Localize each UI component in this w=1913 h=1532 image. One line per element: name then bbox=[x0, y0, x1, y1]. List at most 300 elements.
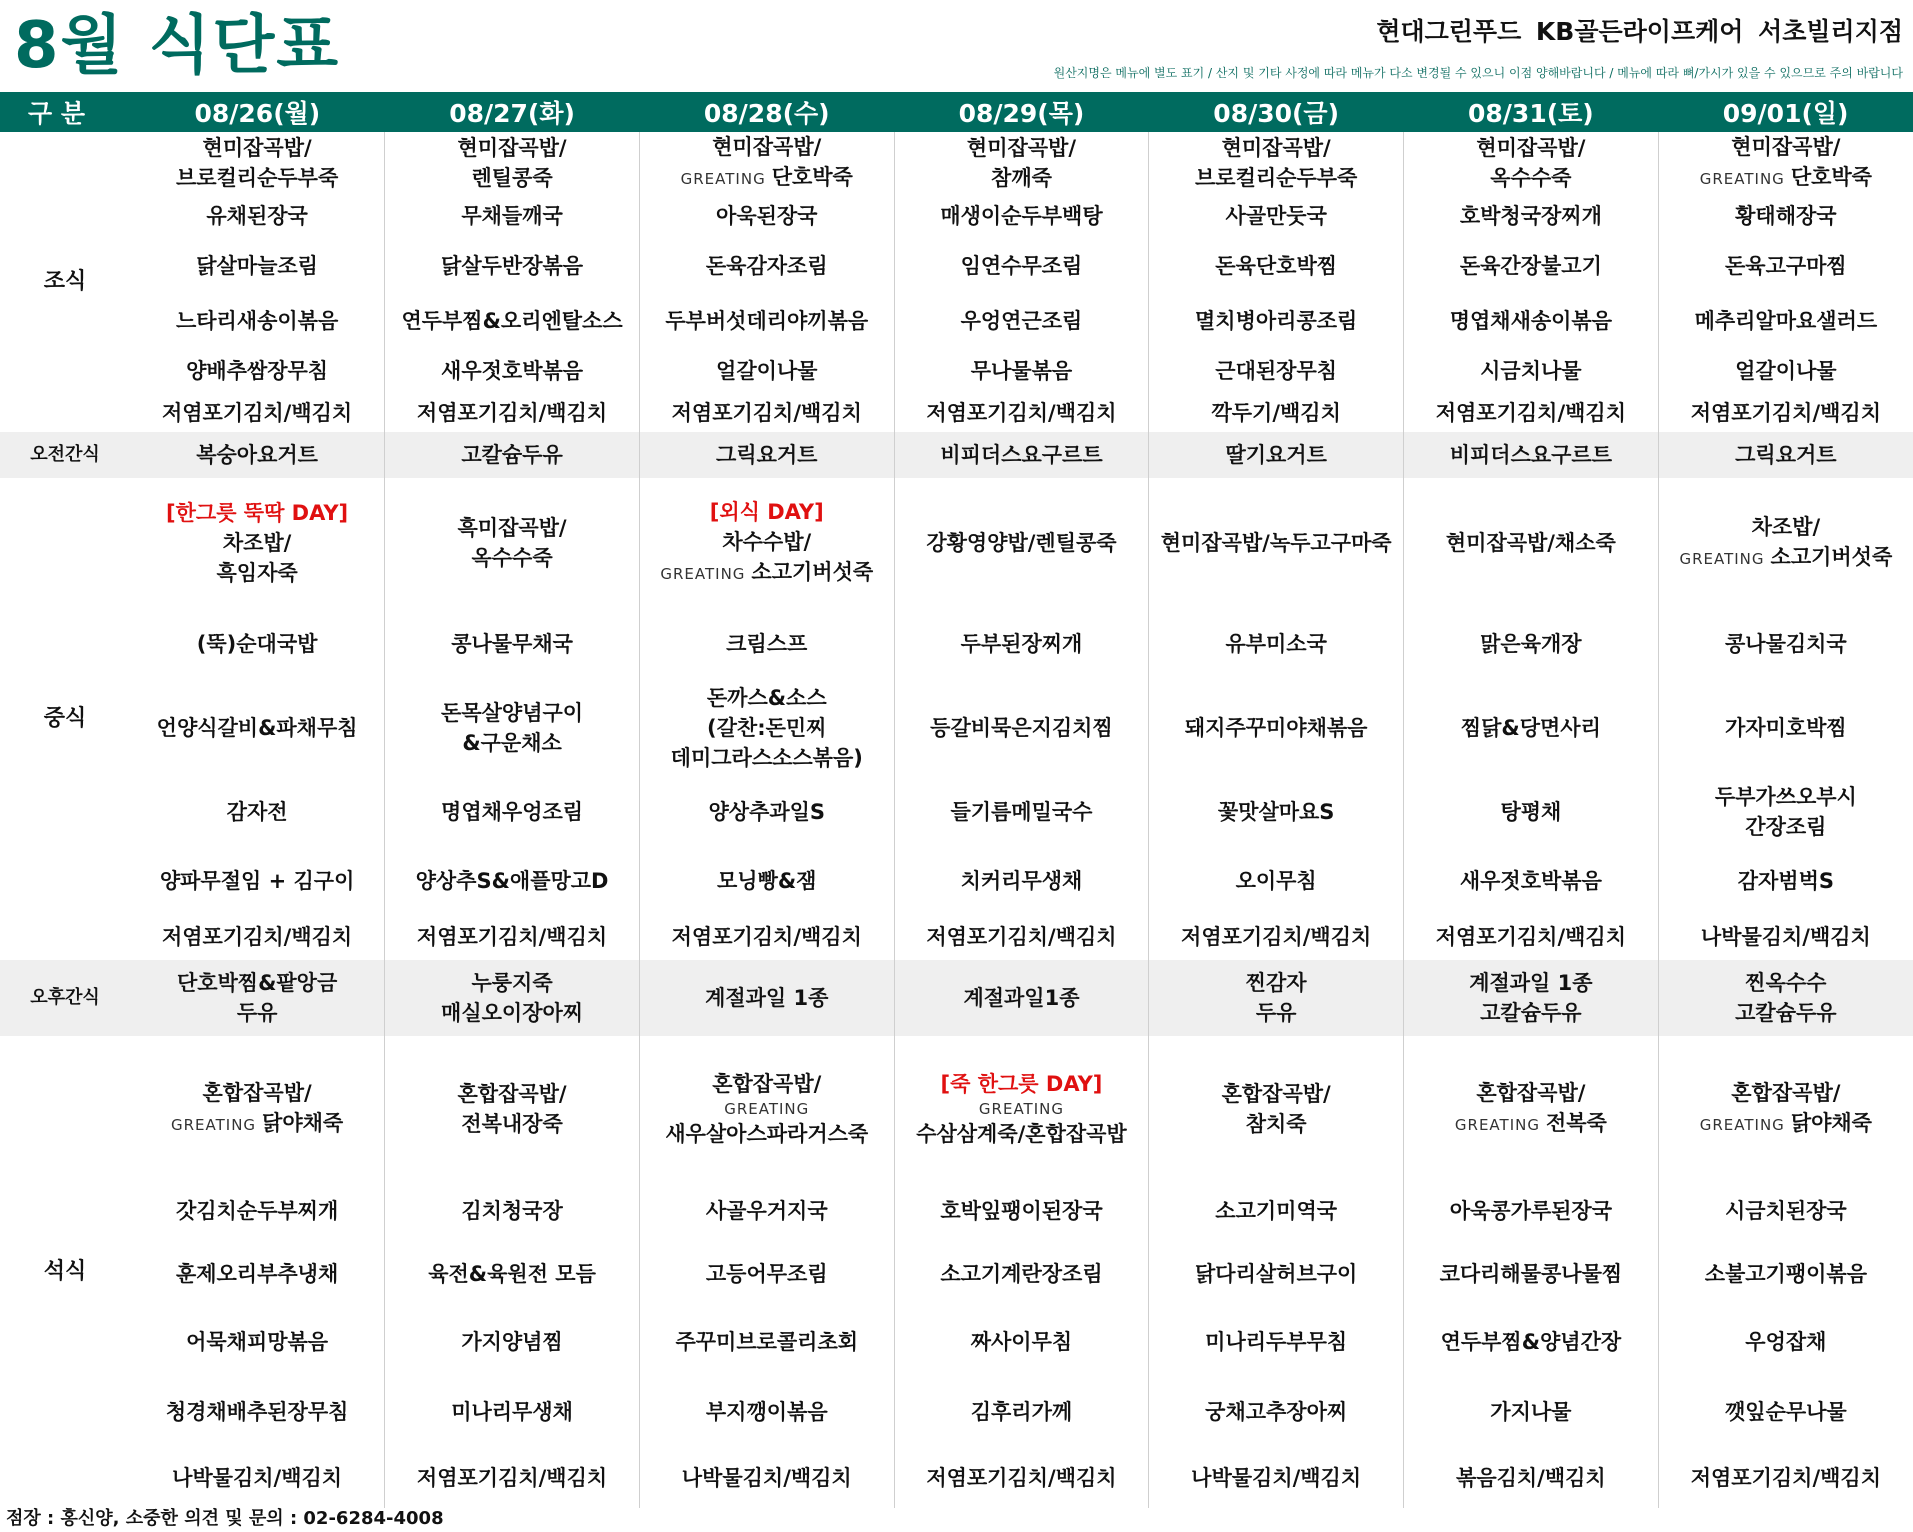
menu-cell bbox=[385, 1036, 640, 1182]
menu-item: 흑임자죽 bbox=[216, 561, 298, 585]
lunch-row bbox=[0, 478, 1913, 608]
company-name: 현대그린푸드 KB골든라이프케어 서초빌리지점 bbox=[1376, 17, 1903, 46]
menu-cell bbox=[1149, 1036, 1404, 1182]
menu-item: 옥수수죽 bbox=[471, 546, 553, 570]
menu-item: 고칼슘두유 bbox=[1735, 1001, 1837, 1025]
page-title: 8월 식단표 bbox=[14, 9, 341, 83]
menu-item: 저염포기김치/백김치 bbox=[926, 925, 1117, 949]
menu-cell bbox=[385, 432, 640, 478]
menu-cell bbox=[1149, 432, 1404, 478]
menu-item-text: 닭야채죽 bbox=[262, 1111, 344, 1135]
menu-item: 수삼삼계죽/혼합잡곡밥 bbox=[916, 1122, 1127, 1146]
menu-item: 두부가쓰오부시 bbox=[1714, 785, 1857, 809]
menu-item: 닭살마늘조림 bbox=[196, 254, 318, 278]
greating-logo: GREATING bbox=[1699, 1116, 1785, 1134]
menu-item: 나박물김치/백김치 bbox=[681, 1466, 852, 1490]
dinner-row bbox=[0, 1448, 1913, 1508]
menu-cell bbox=[894, 478, 1149, 608]
menu-cell bbox=[130, 1240, 385, 1308]
menu-cell bbox=[1149, 848, 1404, 914]
breakfast-row bbox=[0, 194, 1913, 238]
menu-item: 무나물볶음 bbox=[970, 359, 1073, 383]
menu-cell bbox=[1404, 1036, 1659, 1182]
menu-item: 혼합잡곡밥/ bbox=[1476, 1081, 1586, 1105]
menu-cell bbox=[385, 1308, 640, 1376]
menu-cell bbox=[130, 1182, 385, 1240]
menu-cell bbox=[385, 960, 640, 1036]
menu-cell bbox=[1149, 132, 1404, 194]
menu-cell bbox=[639, 776, 894, 848]
menu-item: 차조밥/ bbox=[222, 531, 292, 555]
menu-item: 혼합잡곡밥/ bbox=[1221, 1082, 1331, 1106]
menu-cell bbox=[1404, 1376, 1659, 1448]
am_snack-row bbox=[0, 432, 1913, 478]
menu-item: 현미잡곡밥/ bbox=[712, 135, 822, 159]
menu-cell bbox=[1404, 394, 1659, 432]
menu-cell bbox=[1404, 960, 1659, 1036]
menu-cell bbox=[639, 132, 894, 194]
menu-item: 멸치병아리콩조림 bbox=[1195, 309, 1358, 333]
menu-item: 찜닭&당면사리 bbox=[1460, 716, 1601, 740]
menu-item: 돈육간장불고기 bbox=[1459, 254, 1602, 278]
menu-cell bbox=[385, 1448, 640, 1508]
menu-item: 저염포기김치/백김치 bbox=[416, 401, 608, 425]
menu-cell bbox=[894, 1376, 1149, 1448]
menu-item bbox=[1661, 162, 1911, 194]
menu-item: 고칼슘두유 bbox=[461, 443, 563, 467]
greating-logo: GREATING bbox=[170, 1116, 257, 1134]
menu-item: 비피더스요구르트 bbox=[940, 443, 1103, 467]
menu-cell bbox=[639, 608, 894, 680]
menu-item: 계절과일 1종 bbox=[1469, 971, 1593, 995]
menu-item: 저염포기김치/백김치 bbox=[416, 925, 608, 949]
menu-cell bbox=[894, 960, 1149, 1036]
menu-item: 사골우거지국 bbox=[705, 1199, 828, 1223]
menu-item: 콩나물김치국 bbox=[1725, 632, 1847, 656]
menu-cell bbox=[894, 680, 1149, 776]
menu-cell bbox=[385, 848, 640, 914]
menu-item: 브로컬리순두부죽 bbox=[1195, 166, 1358, 190]
menu-cell bbox=[1658, 1308, 1913, 1376]
menu-cell bbox=[894, 432, 1149, 478]
greating-logo: GREATING bbox=[680, 170, 766, 188]
menu-item: 차조밥/ bbox=[1751, 515, 1821, 539]
menu-cell bbox=[1658, 394, 1913, 432]
menu-item: 미나리두부무침 bbox=[1205, 1330, 1348, 1354]
menu-cell bbox=[639, 194, 894, 238]
menu-cell bbox=[1149, 294, 1404, 348]
breakfast-row bbox=[0, 394, 1913, 432]
theme-day-label: [외식 DAY] bbox=[709, 500, 824, 524]
menu-item: 가지나물 bbox=[1490, 1400, 1572, 1424]
menu-item: 미나리무생채 bbox=[451, 1400, 573, 1424]
menu-item-text: 소고기버섯죽 bbox=[1770, 545, 1893, 569]
menu-cell bbox=[894, 608, 1149, 680]
menu-item: 혼합잡곡밥/ bbox=[1731, 1081, 1841, 1105]
greating-logo: GREATING bbox=[724, 1100, 810, 1118]
menu-cell bbox=[894, 914, 1149, 960]
menu-item: 매생이순두부백탕 bbox=[940, 204, 1103, 228]
menu-item: 연두부찜&오리엔탈소스 bbox=[401, 309, 623, 333]
menu-item bbox=[1406, 1108, 1656, 1140]
pm_snack-label: 오후간식 bbox=[0, 960, 130, 1036]
menu-item: 복숭아요거트 bbox=[196, 443, 318, 467]
menu-item: 소고기계란장조림 bbox=[940, 1262, 1103, 1286]
menu-item: 계절과일1종 bbox=[963, 986, 1080, 1010]
menu-item: 양배추쌈장무침 bbox=[186, 359, 329, 383]
menu-cell bbox=[1149, 238, 1404, 294]
dinner-row bbox=[0, 1036, 1913, 1182]
menu-cell bbox=[1149, 478, 1404, 608]
menu-item: 찐감자 bbox=[1245, 971, 1307, 995]
breakfast-row bbox=[0, 238, 1913, 294]
menu-cell bbox=[639, 1182, 894, 1240]
dinner-row bbox=[0, 1308, 1913, 1376]
menu-cell bbox=[639, 1308, 894, 1376]
menu-cell bbox=[1149, 1240, 1404, 1308]
menu-cell bbox=[894, 194, 1149, 238]
menu-item: 짜사이무침 bbox=[970, 1330, 1073, 1354]
menu-cell bbox=[894, 394, 1149, 432]
menu-item: 유부미소국 bbox=[1225, 632, 1327, 656]
menu-item: 맑은육개장 bbox=[1480, 632, 1582, 656]
menu-item: 양파무절임 + 김구이 bbox=[159, 869, 355, 893]
menu-item: 새우젓호박볶음 bbox=[441, 359, 584, 383]
menu-item: 참깨죽 bbox=[991, 166, 1052, 190]
menu-cell bbox=[1404, 194, 1659, 238]
menu-item: 김후리가께 bbox=[970, 1400, 1073, 1424]
menu-cell bbox=[639, 914, 894, 960]
menu-item: 딸기요거트 bbox=[1225, 443, 1327, 467]
menu-cell bbox=[385, 776, 640, 848]
menu-item: 현미잡곡밥/채소죽 bbox=[1445, 531, 1616, 555]
menu-item: 저염포기김치/백김치 bbox=[926, 401, 1117, 425]
menu-item bbox=[642, 557, 892, 589]
menu-cell bbox=[639, 848, 894, 914]
menu-cell bbox=[130, 848, 385, 914]
menu-cell bbox=[639, 238, 894, 294]
menu-item: 소불고기팽이볶음 bbox=[1704, 1262, 1867, 1286]
menu-item: 흑미잡곡밥/ bbox=[457, 516, 567, 540]
menu-cell bbox=[130, 132, 385, 194]
menu-item: 돈목살양념구이 bbox=[441, 701, 584, 725]
menu-cell bbox=[1149, 960, 1404, 1036]
menu-cell bbox=[894, 848, 1149, 914]
menu-item: 근대된장무침 bbox=[1215, 359, 1338, 383]
menu-cell bbox=[1658, 776, 1913, 848]
menu-cell bbox=[1658, 1376, 1913, 1448]
greating-logo: GREATING bbox=[660, 565, 746, 583]
column-header-day-1: 08/26(월) bbox=[130, 92, 385, 132]
menu-cell bbox=[1404, 914, 1659, 960]
menu-item: 저염포기김치/백김치 bbox=[1690, 1466, 1881, 1490]
menu-item-text: 단호박죽 bbox=[771, 165, 853, 189]
greating-logo: GREATING bbox=[1679, 550, 1765, 568]
menu-item: 혼합잡곡밥/ bbox=[712, 1072, 822, 1096]
menu-item: 양상추과일S bbox=[708, 800, 826, 824]
menu-item: 렌틸콩죽 bbox=[471, 166, 553, 190]
menu-cell bbox=[1404, 348, 1659, 394]
menu-item: &구운채소 bbox=[462, 731, 562, 755]
menu-item: 호박청국장찌개 bbox=[1459, 204, 1602, 228]
menu-cell bbox=[1404, 608, 1659, 680]
menu-cell bbox=[1658, 680, 1913, 776]
menu-cell bbox=[639, 960, 894, 1036]
menu-cell bbox=[130, 960, 385, 1036]
dinner-row bbox=[0, 1240, 1913, 1308]
menu-cell bbox=[1149, 1308, 1404, 1376]
menu-item: 혼합잡곡밥/ bbox=[202, 1081, 312, 1105]
menu-item: 나박물김치/백김치 bbox=[1700, 925, 1871, 949]
menu-item: 데미그라스소스볶음) bbox=[670, 746, 863, 770]
column-header-day-2: 08/27(화) bbox=[385, 92, 640, 132]
lunch-row bbox=[0, 848, 1913, 914]
menu-cell bbox=[639, 432, 894, 478]
menu-cell bbox=[1658, 294, 1913, 348]
menu-item-text: 전복죽 bbox=[1545, 1111, 1607, 1135]
dinner-row bbox=[0, 1376, 1913, 1448]
menu-item: 김치청국장 bbox=[461, 1199, 563, 1223]
menu-cell bbox=[1149, 348, 1404, 394]
menu-cell bbox=[130, 1308, 385, 1376]
lunch-row bbox=[0, 914, 1913, 960]
menu-item: 볶음김치/백김치 bbox=[1456, 1466, 1606, 1490]
column-header-day-4: 08/29(목) bbox=[894, 92, 1149, 132]
menu-item: (갈찬:돈민찌 bbox=[707, 716, 827, 740]
menu-item: 양상추S&애플망고D bbox=[415, 869, 609, 893]
menu-item: 두부된장찌개 bbox=[960, 632, 1083, 656]
menu-item: 저염포기김치/백김치 bbox=[1435, 401, 1626, 425]
menu-cell bbox=[1149, 1448, 1404, 1508]
menu-item: 우엉잡채 bbox=[1745, 1330, 1827, 1354]
menu-item: 궁채고추장아찌 bbox=[1205, 1400, 1348, 1424]
menu-item bbox=[1661, 1108, 1911, 1140]
greating-logo: GREATING bbox=[978, 1100, 1064, 1118]
menu-item: 저염포기김치/백김치 bbox=[1435, 925, 1626, 949]
menu-item: 강황영양밥/렌틸콩죽 bbox=[926, 531, 1117, 555]
menu-item: 현미잡곡밥/ bbox=[1476, 136, 1586, 160]
menu-cell bbox=[1404, 294, 1659, 348]
menu-item: 깻잎순무나물 bbox=[1725, 1400, 1847, 1424]
menu-item: 아욱된장국 bbox=[716, 204, 818, 228]
menu-cell bbox=[130, 608, 385, 680]
footer-contact: 점장 : 홍신양, 소중한 의견 및 문의 : 02-6284-4008 bbox=[6, 1508, 444, 1529]
menu-item: 단호박찜&팥앙금 bbox=[176, 971, 338, 995]
menu-item: 감자전 bbox=[226, 800, 288, 824]
menu-cell bbox=[130, 1036, 385, 1182]
menu-item: 호박잎팽이된장국 bbox=[940, 1199, 1103, 1223]
menu-item: 훈제오리부추냉채 bbox=[175, 1262, 339, 1286]
menu-item: 황태해장국 bbox=[1735, 204, 1837, 228]
menu-cell bbox=[385, 294, 640, 348]
menu-cell bbox=[894, 1182, 1149, 1240]
menu-cell bbox=[1404, 132, 1659, 194]
menu-cell bbox=[1658, 478, 1913, 608]
menu-cell bbox=[385, 194, 640, 238]
menu-cell bbox=[130, 914, 385, 960]
menu-item: 돈육고구마찜 bbox=[1725, 254, 1847, 278]
menu-item: 감자범벅S bbox=[1737, 869, 1834, 893]
menu-cell bbox=[1404, 680, 1659, 776]
menu-cell bbox=[1404, 1448, 1659, 1508]
menu-cell bbox=[385, 1376, 640, 1448]
menu-item: 우엉연근조림 bbox=[960, 309, 1083, 333]
menu-cell bbox=[1658, 914, 1913, 960]
menu-cell bbox=[130, 194, 385, 238]
menu-item: 시금치나물 bbox=[1480, 359, 1582, 383]
menu-item: 그릭요거트 bbox=[716, 443, 818, 467]
menu-item: 들기름메밀국수 bbox=[950, 800, 1093, 824]
column-header-day-7: 09/01(일) bbox=[1658, 92, 1913, 132]
menu-item: 돈육단호박찜 bbox=[1215, 254, 1338, 278]
menu-item bbox=[132, 1108, 382, 1140]
menu-item: 느타리새송이볶음 bbox=[175, 309, 339, 333]
menu-item: 유채된장국 bbox=[206, 204, 308, 228]
menu-item: 언양식갈비&파채무침 bbox=[156, 716, 358, 740]
menu-item: 두부버섯데리야끼볶음 bbox=[665, 309, 869, 333]
menu-cell bbox=[1149, 914, 1404, 960]
menu-item: 계절과일 1종 bbox=[705, 986, 829, 1010]
menu-cell bbox=[1658, 608, 1913, 680]
menu-item: 저염포기김치/백김치 bbox=[161, 401, 353, 425]
menu-item: 청경채배추된장무침 bbox=[165, 1400, 349, 1424]
menu-cell bbox=[385, 608, 640, 680]
lunch-row bbox=[0, 680, 1913, 776]
dinner-row bbox=[0, 1182, 1913, 1240]
menu-cell bbox=[385, 680, 640, 776]
menu-item: 가지양념찜 bbox=[461, 1330, 563, 1354]
menu-item: 소고기미역국 bbox=[1215, 1199, 1338, 1223]
breakfast-row bbox=[0, 294, 1913, 348]
menu-cell bbox=[639, 1448, 894, 1508]
menu-cell bbox=[639, 680, 894, 776]
menu-item: 닭다리살허브구이 bbox=[1195, 1262, 1358, 1286]
menu-cell bbox=[1149, 194, 1404, 238]
menu-cell bbox=[1658, 960, 1913, 1036]
menu-item: 연두부찜&양념간장 bbox=[1440, 1330, 1622, 1354]
menu-item: 간장조림 bbox=[1745, 815, 1827, 839]
menu-item: 어묵채피망볶음 bbox=[186, 1330, 329, 1354]
breakfast-row bbox=[0, 348, 1913, 394]
menu-item: 저염포기김치/백김치 bbox=[671, 401, 862, 425]
theme-day-label: [죽 한그릇 DAY] bbox=[940, 1072, 1103, 1096]
menu-cell bbox=[894, 776, 1149, 848]
menu-item: 옥수수죽 bbox=[1490, 166, 1572, 190]
menu-cell bbox=[130, 432, 385, 478]
breakfast-label: 조식 bbox=[43, 269, 87, 294]
menu-item: 임연수무조림 bbox=[960, 254, 1083, 278]
menu-item: 저염포기김치/백김치 bbox=[926, 1466, 1117, 1490]
menu-item: 매실오이장아찌 bbox=[441, 1001, 584, 1025]
menu-cell bbox=[1404, 238, 1659, 294]
menu-item: 찐옥수수 bbox=[1745, 971, 1827, 995]
lunch-row bbox=[0, 776, 1913, 848]
menu-cell bbox=[130, 1448, 385, 1508]
menu-item: 육전&육원전 모듬 bbox=[428, 1262, 596, 1286]
menu-item: 참치죽 bbox=[1245, 1112, 1307, 1136]
menu-item: 얼갈이나물 bbox=[716, 359, 818, 383]
column-header-day-5: 08/30(금) bbox=[1149, 92, 1404, 132]
menu-item: 치커리무생채 bbox=[960, 869, 1083, 893]
menu-cell bbox=[1404, 478, 1659, 608]
menu-cell bbox=[1658, 194, 1913, 238]
menu-item: (뚝)순대국밥 bbox=[196, 632, 318, 656]
menu-item: 저염포기김치/백김치 bbox=[671, 925, 862, 949]
menu-cell bbox=[385, 1240, 640, 1308]
menu-item: 두유 bbox=[1255, 1001, 1297, 1025]
menu-cell bbox=[130, 394, 385, 432]
menu-item: 돈까스&소스 bbox=[706, 686, 827, 710]
menu-item: 저염포기김치/백김치 bbox=[1181, 925, 1372, 949]
menu-cell bbox=[1658, 238, 1913, 294]
menu-item: 모닝빵&잼 bbox=[717, 869, 817, 893]
menu-item: 갓김치순두부찌개 bbox=[175, 1199, 339, 1223]
menu-cell bbox=[1404, 848, 1659, 914]
menu-item: 저염포기김치/백김치 bbox=[1690, 401, 1881, 425]
menu-cell bbox=[130, 776, 385, 848]
menu-cell bbox=[639, 1376, 894, 1448]
menu-item: 저염포기김치/백김치 bbox=[416, 1466, 608, 1490]
menu-item: 얼갈이나물 bbox=[1735, 359, 1837, 383]
menu-item-text: 닭야채죽 bbox=[1790, 1111, 1872, 1135]
menu-item: 명엽채우엉조림 bbox=[441, 800, 584, 824]
menu-cell bbox=[639, 348, 894, 394]
menu-item: 차수수밥/ bbox=[722, 530, 812, 554]
menu-item: 오이무침 bbox=[1235, 869, 1317, 893]
menu-cell bbox=[1404, 776, 1659, 848]
menu-item-text: 단호박죽 bbox=[1790, 165, 1872, 189]
menu-cell bbox=[1149, 1376, 1404, 1448]
menu-item: 나박물김치/백김치 bbox=[172, 1466, 343, 1490]
menu-item: 혼합잡곡밥/ bbox=[457, 1082, 567, 1106]
menu-item: 두유 bbox=[236, 1001, 278, 1025]
menu-item-text: 소고기버섯죽 bbox=[751, 560, 874, 584]
menu-cell bbox=[385, 478, 640, 608]
menu-item: 그릭요거트 bbox=[1735, 443, 1837, 467]
menu-cell bbox=[1658, 1182, 1913, 1240]
menu-cell bbox=[1149, 1182, 1404, 1240]
menu-item bbox=[1661, 542, 1911, 574]
column-header-day-6: 08/31(토) bbox=[1404, 92, 1659, 132]
menu-cell bbox=[385, 394, 640, 432]
menu-cell bbox=[1149, 680, 1404, 776]
menu-cell bbox=[130, 680, 385, 776]
menu-item: 가자미호박찜 bbox=[1725, 716, 1847, 740]
meal-table bbox=[0, 92, 1913, 1508]
menu-cell bbox=[130, 238, 385, 294]
menu-cell bbox=[1404, 1182, 1659, 1240]
theme-day-label: [한그릇 뚝딱 DAY] bbox=[166, 501, 349, 525]
menu-item bbox=[642, 162, 892, 194]
menu-item: 콩나물무채국 bbox=[451, 632, 573, 656]
menu-cell bbox=[385, 1182, 640, 1240]
menu-cell bbox=[1658, 432, 1913, 478]
menu-item: 현미잡곡밥/ bbox=[1221, 136, 1331, 160]
menu-item: 비피더스요구르트 bbox=[1449, 443, 1613, 467]
menu-item: 돼지주꾸미야채볶음 bbox=[1184, 716, 1368, 740]
menu-cell bbox=[639, 1240, 894, 1308]
menu-cell bbox=[894, 238, 1149, 294]
menu-cell bbox=[1658, 1036, 1913, 1182]
menu-item: 부지깽이볶음 bbox=[705, 1400, 828, 1424]
menu-cell bbox=[1658, 132, 1913, 194]
menu-item: 등갈비묵은지김치찜 bbox=[930, 716, 1113, 740]
column-header-day-3: 08/28(수) bbox=[639, 92, 894, 132]
menu-item: 주꾸미브로콜리초회 bbox=[675, 1330, 859, 1354]
menu-item: 메추리알마요샐러드 bbox=[1694, 309, 1878, 333]
menu-cell bbox=[894, 132, 1149, 194]
menu-cell bbox=[894, 1308, 1149, 1376]
